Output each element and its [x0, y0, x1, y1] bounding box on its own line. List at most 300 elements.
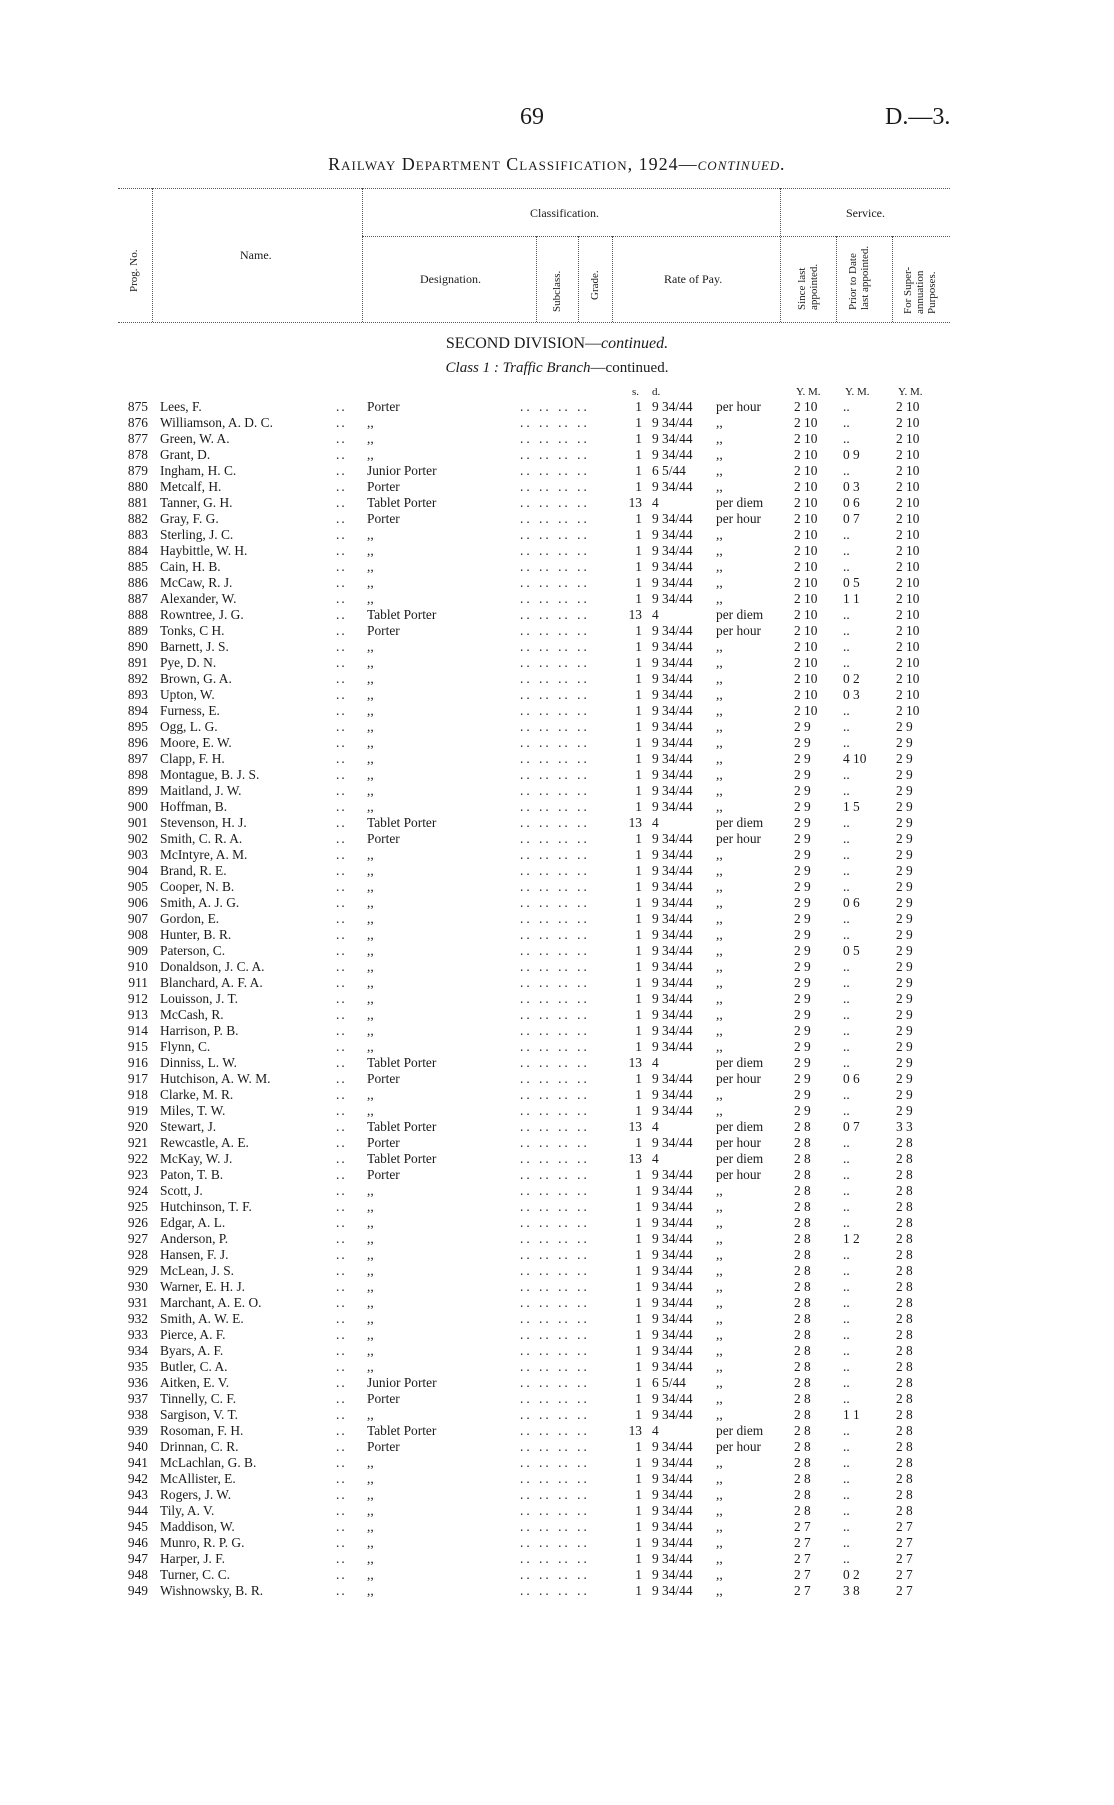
pay-period-cell: ,, — [716, 1551, 723, 1566]
leader-dots: .. .. .. .. — [520, 1503, 590, 1518]
table-row — [0, 1135, 1114, 1151]
since-last-appointed-cell: 2 8 — [794, 1407, 811, 1422]
leader-dots: .. .. .. .. — [520, 1199, 590, 1214]
shillings-cell: 1 — [635, 1039, 642, 1054]
pay-period-cell: per hour — [716, 1439, 761, 1454]
pence-cell: 9 34/44 — [652, 671, 693, 686]
pay-period-cell: ,, — [716, 959, 723, 974]
leader-dots: .. .. .. .. — [520, 1215, 590, 1230]
branch-label: Traffic Branch — [502, 360, 591, 376]
pence-cell: 9 34/44 — [652, 1103, 693, 1118]
since-last-appointed-cell: 2 9 — [794, 767, 811, 782]
name-cell: Alexander, W. — [160, 591, 237, 606]
since-last-appointed-cell: 2 10 — [794, 591, 818, 606]
pence-cell: 9 34/44 — [652, 719, 693, 734]
pence-cell: 9 34/44 — [652, 879, 693, 894]
leader-dots: .. — [336, 1471, 347, 1486]
prior-service-cell: .. — [843, 1167, 850, 1182]
pence-cell: 9 34/44 — [652, 1311, 693, 1326]
superannuation-cell: 2 10 — [896, 591, 920, 606]
prior-service-cell: 0 3 — [843, 687, 860, 702]
pence-cell: 9 34/44 — [652, 1167, 693, 1182]
pay-period-cell: ,, — [716, 1311, 723, 1326]
leader-dots: .. — [336, 655, 347, 670]
superannuation-cell: 2 7 — [896, 1519, 913, 1534]
table-row — [0, 607, 1114, 623]
table-row — [0, 735, 1114, 751]
table-row — [0, 1247, 1114, 1263]
pence-cell: 9 34/44 — [652, 1183, 693, 1198]
pence-cell: 9 34/44 — [652, 799, 693, 814]
shillings-cell: 1 — [635, 511, 642, 526]
prior-service-cell: .. — [843, 1135, 850, 1150]
table-row — [0, 863, 1114, 879]
prog-no-cell: 902 — [127, 831, 148, 846]
pay-period-cell: per diem — [716, 1151, 764, 1166]
since-last-appointed-cell: 2 7 — [794, 1583, 811, 1598]
superannuation-cell: 2 9 — [896, 719, 913, 734]
table-row — [0, 1359, 1114, 1375]
pay-period-cell: ,, — [716, 1023, 723, 1038]
superannuation-cell: 2 7 — [896, 1583, 913, 1598]
leader-dots: .. .. .. .. — [520, 1375, 590, 1390]
since-last-appointed-cell: 2 9 — [794, 943, 811, 958]
pay-period-cell: ,, — [716, 1535, 723, 1550]
superannuation-cell: 2 10 — [896, 527, 920, 542]
pence-cell: 9 34/44 — [652, 991, 693, 1006]
table-row — [0, 639, 1114, 655]
name-cell: Hunter, B. R. — [160, 927, 232, 942]
designation-cell: Tablet Porter — [367, 1055, 437, 1070]
since-last-appointed-cell: 2 9 — [794, 735, 811, 750]
prior-service-cell: .. — [843, 847, 850, 862]
leader-dots: .. .. .. .. — [520, 1167, 590, 1182]
shillings-cell: 1 — [635, 1247, 642, 1262]
leader-dots: .. .. .. .. — [520, 1343, 590, 1358]
since-last-appointed-cell: 2 8 — [794, 1215, 811, 1230]
leader-dots: .. — [336, 719, 347, 734]
table-row — [0, 943, 1114, 959]
since-last-appointed-cell: 2 8 — [794, 1359, 811, 1374]
table-row — [0, 1343, 1114, 1359]
pay-period-cell: ,, — [716, 671, 723, 686]
leader-dots: .. .. .. .. — [520, 831, 590, 846]
table-row — [0, 1055, 1114, 1071]
since-last-appointed-cell: 2 9 — [794, 751, 811, 766]
superannuation-cell: 2 9 — [896, 751, 913, 766]
leader-dots: .. — [336, 1023, 347, 1038]
header-classification: Classification. — [530, 206, 599, 220]
pay-period-cell: ,, — [716, 1087, 723, 1102]
leader-dots: .. .. .. .. — [520, 927, 590, 942]
prog-no-cell: 921 — [127, 1135, 148, 1150]
leader-dots: .. .. .. .. — [520, 1071, 590, 1086]
leader-dots: .. — [336, 623, 347, 638]
leader-dots: .. .. .. .. — [520, 847, 590, 862]
leader-dots: .. — [336, 1039, 347, 1054]
shillings-cell: 1 — [635, 1327, 642, 1342]
leader-dots: .. .. .. .. — [520, 1551, 590, 1566]
table-row — [0, 831, 1114, 847]
prog-no-cell: 923 — [127, 1167, 148, 1182]
prog-no-cell: 917 — [127, 1071, 148, 1086]
since-last-appointed-cell: 2 9 — [794, 783, 811, 798]
leader-dots: .. .. .. .. — [520, 815, 590, 830]
name-cell: Clapp, F. H. — [160, 751, 225, 766]
pence-cell: 9 34/44 — [652, 1295, 693, 1310]
shillings-cell: 1 — [635, 1391, 642, 1406]
unit-ym-since: Y. M. — [796, 386, 821, 398]
pence-cell: 9 34/44 — [652, 1439, 693, 1454]
leader-dots: .. — [336, 1359, 347, 1374]
table-row — [0, 1471, 1114, 1487]
designation-cell: ,, — [367, 575, 374, 590]
prog-no-cell: 945 — [127, 1519, 148, 1534]
leader-dots: .. — [336, 559, 347, 574]
since-last-appointed-cell: 2 9 — [794, 815, 811, 830]
pence-cell: 9 34/44 — [652, 1407, 693, 1422]
table-row — [0, 1567, 1114, 1583]
pence-cell: 9 34/44 — [652, 1199, 693, 1214]
name-cell: Barnett, J. S. — [160, 639, 229, 654]
name-cell: Louisson, J. T. — [160, 991, 238, 1006]
prior-service-cell: .. — [843, 1023, 850, 1038]
superannuation-cell: 2 10 — [896, 655, 920, 670]
superannuation-cell: 2 9 — [896, 799, 913, 814]
leader-dots: .. — [336, 1551, 347, 1566]
leader-dots: .. .. .. .. — [520, 671, 590, 686]
leader-dots: .. .. .. .. — [520, 399, 590, 414]
prior-service-cell: 0 6 — [843, 495, 860, 510]
leader-dots: .. — [336, 767, 347, 782]
prior-service-cell: .. — [843, 1103, 850, 1118]
prog-no-cell: 889 — [127, 623, 148, 638]
pence-cell: 4 — [652, 1055, 659, 1070]
table-row — [0, 1295, 1114, 1311]
prog-no-cell: 882 — [127, 511, 148, 526]
pence-cell: 9 34/44 — [652, 1071, 693, 1086]
designation-cell: ,, — [367, 1183, 374, 1198]
pay-period-cell: ,, — [716, 1103, 723, 1118]
name-cell: Rowntree, J. G. — [160, 607, 244, 622]
shillings-cell: 13 — [628, 1119, 642, 1134]
prog-no-cell: 936 — [127, 1375, 148, 1390]
pence-cell: 9 34/44 — [652, 1567, 693, 1582]
prog-no-cell: 947 — [127, 1551, 148, 1566]
header-bottom-rule — [118, 322, 950, 323]
prior-service-cell: 0 5 — [843, 943, 860, 958]
pay-period-cell: per hour — [716, 511, 761, 526]
prior-service-cell: .. — [843, 831, 850, 846]
since-last-appointed-cell: 2 8 — [794, 1183, 811, 1198]
pay-period-cell: per hour — [716, 1071, 761, 1086]
leader-dots: .. — [336, 1055, 347, 1070]
prog-no-cell: 898 — [127, 767, 148, 782]
leader-dots: .. .. .. .. — [520, 1519, 590, 1534]
superannuation-cell: 2 9 — [896, 1087, 913, 1102]
designation-cell: ,, — [367, 767, 374, 782]
pay-period-cell: ,, — [716, 799, 723, 814]
leader-dots: .. — [336, 1151, 347, 1166]
pence-cell: 9 34/44 — [652, 1231, 693, 1246]
prior-service-cell: .. — [843, 1343, 850, 1358]
superannuation-cell: 2 8 — [896, 1343, 913, 1358]
prog-no-cell: 877 — [127, 431, 148, 446]
name-cell: Stewart, J. — [160, 1119, 217, 1134]
shillings-cell: 1 — [635, 719, 642, 734]
prog-no-cell: 912 — [127, 991, 148, 1006]
pay-period-cell: ,, — [716, 1327, 723, 1342]
superannuation-cell: 2 10 — [896, 447, 920, 462]
leader-dots: .. .. .. .. — [520, 719, 590, 734]
prior-service-cell: .. — [843, 1359, 850, 1374]
prior-service-cell: .. — [843, 911, 850, 926]
name-cell: Scott, J. — [160, 1183, 203, 1198]
prog-no-cell: 920 — [127, 1119, 148, 1134]
leader-dots: .. .. .. .. — [520, 1295, 590, 1310]
prior-service-cell: .. — [843, 463, 850, 478]
table-row — [0, 1023, 1114, 1039]
name-cell: Metcalf, H. — [160, 479, 222, 494]
shillings-cell: 1 — [635, 1375, 642, 1390]
superannuation-cell: 2 8 — [896, 1391, 913, 1406]
pay-period-cell: ,, — [716, 863, 723, 878]
pence-cell: 9 34/44 — [652, 1455, 693, 1470]
leader-dots: .. — [336, 511, 347, 526]
designation-cell: ,, — [367, 1007, 374, 1022]
leader-dots: .. .. .. .. — [520, 1151, 590, 1166]
table-row — [0, 1327, 1114, 1343]
pence-cell: 9 34/44 — [652, 927, 693, 942]
table-row — [0, 1215, 1114, 1231]
pay-period-cell: ,, — [716, 1407, 723, 1422]
unit-pence: d. — [652, 386, 661, 398]
designation-cell: ,, — [367, 1471, 374, 1486]
name-cell: Cain, H. B. — [160, 559, 221, 574]
pence-cell: 9 34/44 — [652, 559, 693, 574]
table-row — [0, 1279, 1114, 1295]
since-last-appointed-cell: 2 7 — [794, 1519, 811, 1534]
prior-service-cell: .. — [843, 1055, 850, 1070]
prog-no-cell: 880 — [127, 479, 148, 494]
prior-service-cell: .. — [843, 863, 850, 878]
table-row — [0, 1119, 1114, 1135]
shillings-cell: 13 — [628, 815, 642, 830]
prior-service-cell: .. — [843, 1503, 850, 1518]
leader-dots: .. — [336, 1487, 347, 1502]
prior-service-cell: .. — [843, 1551, 850, 1566]
superannuation-cell: 2 10 — [896, 479, 920, 494]
superannuation-cell: 2 10 — [896, 415, 920, 430]
superannuation-cell: 2 9 — [896, 927, 913, 942]
table-row — [0, 1535, 1114, 1551]
table-row — [0, 1439, 1114, 1455]
designation-cell: ,, — [367, 1279, 374, 1294]
leader-dots: .. .. .. .. — [520, 511, 590, 526]
leader-dots: .. .. .. .. — [520, 495, 590, 510]
name-cell: Brand, R. E. — [160, 863, 227, 878]
pence-cell: 9 34/44 — [652, 863, 693, 878]
since-last-appointed-cell: 2 10 — [794, 623, 818, 638]
prior-service-cell: 1 1 — [843, 591, 860, 606]
prior-service-cell: .. — [843, 607, 850, 622]
shillings-cell: 1 — [635, 687, 642, 702]
name-cell: Montague, B. J. S. — [160, 767, 260, 782]
pence-cell: 9 34/44 — [652, 767, 693, 782]
shillings-cell: 13 — [628, 607, 642, 622]
pay-period-cell: ,, — [716, 1487, 723, 1502]
designation-cell: ,, — [367, 527, 374, 542]
prior-service-cell: .. — [843, 1295, 850, 1310]
table-row — [0, 927, 1114, 943]
prog-no-cell: 910 — [127, 959, 148, 974]
designation-cell: ,, — [367, 879, 374, 894]
prior-service-cell: .. — [843, 1519, 850, 1534]
leader-dots: .. .. .. .. — [520, 559, 590, 574]
designation-cell: ,, — [367, 1359, 374, 1374]
shillings-cell: 13 — [628, 1055, 642, 1070]
prog-no-cell: 897 — [127, 751, 148, 766]
shillings-cell: 1 — [635, 767, 642, 782]
prior-service-cell: .. — [843, 623, 850, 638]
class-heading — [0, 360, 1114, 377]
pay-period-cell: ,, — [716, 1455, 723, 1470]
pay-period-cell: per hour — [716, 623, 761, 638]
name-cell: Tinnelly, C. F. — [160, 1391, 237, 1406]
pence-cell: 9 34/44 — [652, 399, 693, 414]
superannuation-cell: 2 9 — [896, 975, 913, 990]
designation-cell: Tablet Porter — [367, 1151, 437, 1166]
table-row — [0, 1487, 1114, 1503]
prior-service-cell: .. — [843, 1263, 850, 1278]
designation-cell: Porter — [367, 623, 400, 638]
prog-no-cell: 913 — [127, 1007, 148, 1022]
superannuation-cell: 2 8 — [896, 1503, 913, 1518]
name-cell: Pye, D. N. — [160, 655, 217, 670]
shillings-cell: 1 — [635, 735, 642, 750]
table-row — [0, 1551, 1114, 1567]
shillings-cell: 1 — [635, 831, 642, 846]
pence-cell: 4 — [652, 607, 659, 622]
since-last-appointed-cell: 2 10 — [794, 511, 818, 526]
designation-cell: Porter — [367, 1391, 400, 1406]
prog-no-cell: 949 — [127, 1583, 148, 1598]
pence-cell: 9 34/44 — [652, 1327, 693, 1342]
superannuation-cell: 2 9 — [896, 943, 913, 958]
name-cell: Grant, D. — [160, 447, 211, 462]
col-rule-8 — [892, 236, 893, 322]
prog-no-cell: 924 — [127, 1183, 148, 1198]
table-row — [0, 415, 1114, 431]
pence-cell: 4 — [652, 815, 659, 830]
since-last-appointed-cell: 2 8 — [794, 1343, 811, 1358]
prog-no-cell: 904 — [127, 863, 148, 878]
name-cell: Hansen, F. J. — [160, 1247, 229, 1262]
superannuation-cell: 2 9 — [896, 991, 913, 1006]
pence-cell: 9 34/44 — [652, 911, 693, 926]
table-row — [0, 975, 1114, 991]
leader-dots: .. — [336, 1343, 347, 1358]
superannuation-cell: 2 8 — [896, 1231, 913, 1246]
leader-dots: .. — [336, 1423, 347, 1438]
leader-dots: .. .. .. .. — [520, 1007, 590, 1022]
name-cell: Paton, T. B. — [160, 1167, 224, 1182]
prog-no-cell: 896 — [127, 735, 148, 750]
table-row — [0, 1183, 1114, 1199]
shillings-cell: 1 — [635, 559, 642, 574]
shillings-cell: 1 — [635, 639, 642, 654]
prog-no-cell: 914 — [127, 1023, 148, 1038]
leader-dots: .. .. .. .. — [520, 1103, 590, 1118]
table-row — [0, 879, 1114, 895]
name-cell: Lees, F. — [160, 399, 202, 414]
shillings-cell: 1 — [635, 879, 642, 894]
leader-dots: .. — [336, 463, 347, 478]
table-row — [0, 655, 1114, 671]
document-reference: D.—3. — [885, 104, 951, 130]
designation-cell: ,, — [367, 895, 374, 910]
name-cell: Maddison, W. — [160, 1519, 235, 1534]
leader-dots: .. — [336, 815, 347, 830]
name-cell: Flynn, C. — [160, 1039, 211, 1054]
since-last-appointed-cell: 2 9 — [794, 1039, 811, 1054]
table-row — [0, 703, 1114, 719]
designation-cell: ,, — [367, 783, 374, 798]
pay-period-cell: ,, — [716, 1295, 723, 1310]
name-cell: Green, W. A. — [160, 431, 230, 446]
leader-dots: .. — [336, 639, 347, 654]
pence-cell: 9 34/44 — [652, 575, 693, 590]
name-cell: McKay, W. J. — [160, 1151, 233, 1166]
leader-dots: .. .. .. .. — [520, 1231, 590, 1246]
designation-cell: ,, — [367, 1343, 374, 1358]
pence-cell: 9 34/44 — [652, 415, 693, 430]
pence-cell: 9 34/44 — [652, 895, 693, 910]
shillings-cell: 1 — [635, 671, 642, 686]
pay-period-cell: per hour — [716, 1167, 761, 1182]
prog-no-cell: 895 — [127, 719, 148, 734]
since-last-appointed-cell: 2 9 — [794, 847, 811, 862]
leader-dots: .. — [336, 959, 347, 974]
shillings-cell: 1 — [635, 1551, 642, 1566]
prog-no-cell: 919 — [127, 1103, 148, 1118]
since-last-appointed-cell: 2 10 — [794, 431, 818, 446]
pence-cell: 9 34/44 — [652, 1039, 693, 1054]
leader-dots: .. .. .. .. — [520, 1455, 590, 1470]
name-cell: McCash, R. — [160, 1007, 224, 1022]
prog-no-cell: 911 — [128, 975, 148, 990]
prog-no-cell: 915 — [127, 1039, 148, 1054]
table-row — [0, 463, 1114, 479]
designation-cell: ,, — [367, 1087, 374, 1102]
class-label: Class 1 : — [445, 360, 499, 376]
pence-cell: 6 5/44 — [652, 1375, 686, 1390]
prior-service-cell: .. — [843, 719, 850, 734]
prior-service-cell: .. — [843, 1327, 850, 1342]
pay-period-cell: ,, — [716, 655, 723, 670]
pence-cell: 9 34/44 — [652, 1023, 693, 1038]
table-row — [0, 671, 1114, 687]
prog-no-cell: 944 — [127, 1503, 148, 1518]
shillings-cell: 1 — [635, 799, 642, 814]
since-last-appointed-cell: 2 9 — [794, 1023, 811, 1038]
shillings-cell: 1 — [635, 959, 642, 974]
pence-cell: 9 34/44 — [652, 1391, 693, 1406]
superannuation-cell: 2 8 — [896, 1215, 913, 1230]
superannuation-cell: 2 9 — [896, 1007, 913, 1022]
name-cell: Dinniss, L. W. — [160, 1055, 238, 1070]
since-last-appointed-cell: 2 9 — [794, 879, 811, 894]
